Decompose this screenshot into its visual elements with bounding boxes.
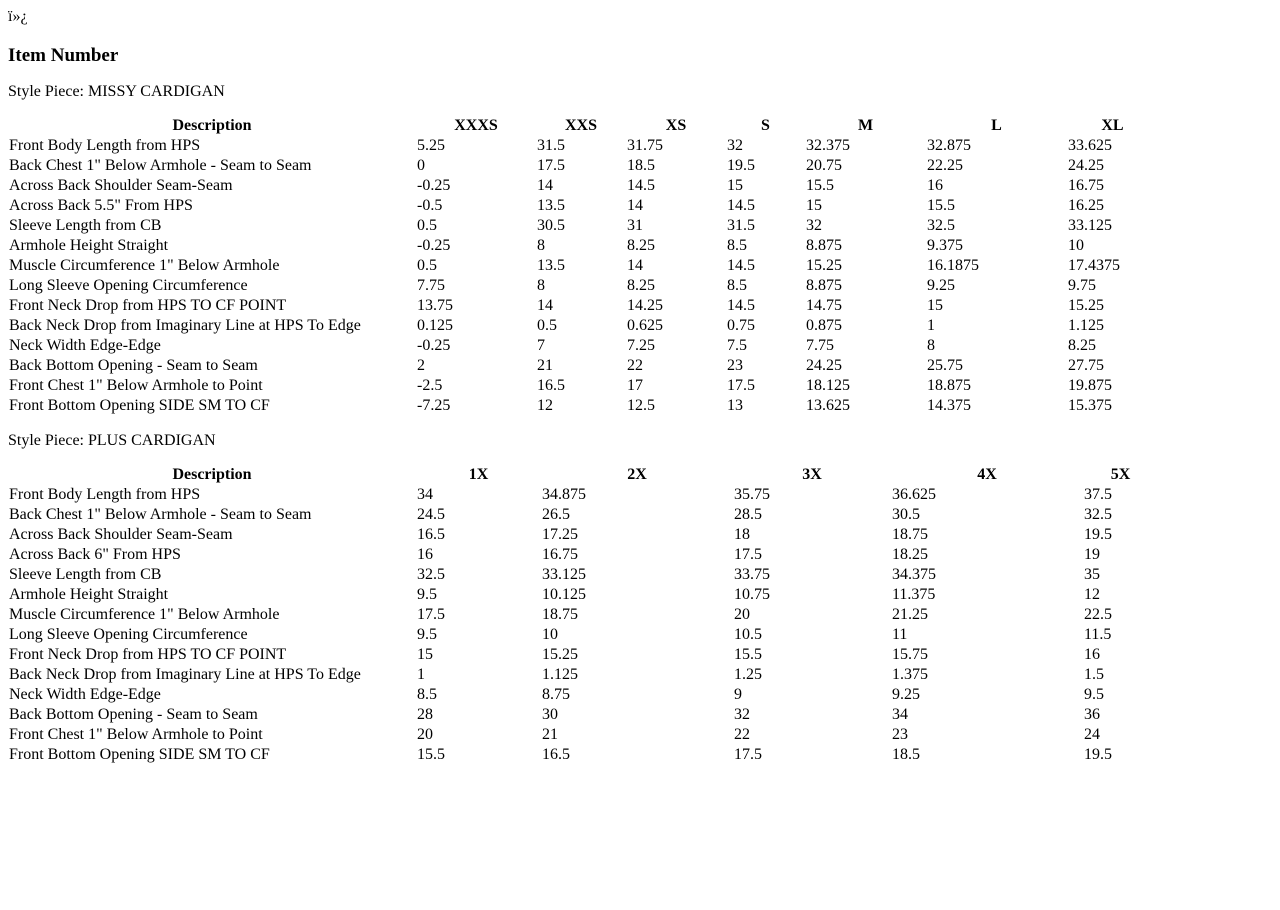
measurement-value: 15.25 [542, 646, 578, 663]
measurement-description: Long Sleeve Opening Circumference [9, 277, 248, 294]
measurement-value: 15.375 [1068, 397, 1112, 414]
measurement-value: 21 [542, 726, 558, 743]
table-row [8, 725, 1158, 745]
table-row [8, 156, 1158, 176]
measurement-value: 14 [627, 257, 643, 274]
measurement-value: 32.875 [927, 137, 971, 154]
measurement-description: Sleeve Length from CB [9, 566, 162, 583]
measurement-value: 22.25 [927, 157, 963, 174]
measurement-value: 16.5 [417, 526, 445, 543]
measurement-value: 14.75 [806, 297, 842, 314]
measurement-value: 18.875 [927, 377, 971, 394]
measurement-description: Muscle Circumference 1" Below Armhole [9, 257, 280, 274]
measurement-value: 8.75 [542, 686, 570, 703]
page-heading: Item Number [8, 45, 119, 66]
column-header-description: Description [172, 117, 252, 134]
measurement-value: 23 [892, 726, 908, 743]
measurement-value: 16 [1084, 646, 1100, 663]
measurement-description: Front Bottom Opening SIDE SM TO CF [9, 397, 270, 414]
measurement-value: 8.25 [627, 237, 655, 254]
measurement-value: 8.25 [1068, 337, 1096, 354]
measurement-value: 14 [537, 297, 553, 314]
measurement-value: 36.625 [892, 486, 936, 503]
table-row [8, 565, 1158, 585]
measurement-value: 8.5 [727, 277, 747, 294]
measurement-value: 31.75 [627, 137, 663, 154]
measurement-value: 22.5 [1084, 606, 1112, 623]
column-header-size: 2X [627, 466, 647, 483]
measurement-value: 13.75 [417, 297, 453, 314]
measurement-description: Armhole Height Straight [9, 237, 169, 254]
measurement-value: 34.375 [892, 566, 936, 583]
measurement-value: 1.375 [892, 666, 928, 683]
measurement-value: 9.375 [927, 237, 963, 254]
measurement-value: 9.75 [1068, 277, 1096, 294]
measurement-value: 16 [927, 177, 943, 194]
measurement-value: 18.25 [892, 546, 928, 563]
measurement-value: 0.125 [417, 317, 453, 334]
table-row [8, 176, 1158, 196]
measurement-description: Across Back Shoulder Seam-Seam [9, 526, 233, 543]
column-header-size: XS [665, 117, 687, 134]
measurement-value: 10.125 [542, 586, 586, 603]
measurement-value: 10 [542, 626, 558, 643]
measurement-value: 14.5 [727, 197, 755, 214]
measurement-description: Back Bottom Opening - Seam to Seam [9, 357, 258, 374]
measurement-value: 36 [1084, 706, 1100, 723]
measurement-value: 15 [806, 197, 822, 214]
column-header-size: XXS [564, 117, 597, 134]
measurement-value: 24 [1084, 726, 1100, 743]
table-row [8, 296, 1158, 316]
measurement-value: 18 [734, 526, 750, 543]
measurement-value: -2.5 [417, 377, 443, 394]
table-row [8, 196, 1158, 216]
measurement-description: Front Chest 1" Below Armhole to Point [9, 377, 263, 394]
measurement-description: Back Chest 1" Below Armhole - Seam to Seam [9, 506, 312, 523]
measurement-value: 13.5 [537, 257, 565, 274]
measurement-value: 23 [727, 357, 743, 374]
table-row [8, 505, 1158, 525]
measurement-value: 19.5 [1084, 746, 1112, 763]
column-header-size: S [761, 117, 770, 134]
measurement-value: 16 [417, 546, 433, 563]
measurement-value: 19.5 [1084, 526, 1112, 543]
measurement-value: 8 [537, 277, 545, 294]
column-header-size: 1X [468, 466, 489, 483]
measurement-value: -0.5 [417, 197, 443, 214]
measurement-value: 11.5 [1084, 626, 1112, 643]
measurement-value: 15 [727, 177, 743, 194]
measurement-description: Front Neck Drop from HPS TO CF POINT [9, 297, 287, 314]
column-header-size: XL [1101, 117, 1124, 134]
measurement-value: 24.25 [806, 357, 842, 374]
plus-size-table [8, 465, 1158, 765]
measurement-value: 18.5 [627, 157, 655, 174]
table-row [8, 316, 1158, 336]
measurement-value: 0.5 [537, 317, 557, 334]
measurement-value: 8 [927, 337, 935, 354]
measurement-value: 1.125 [542, 666, 578, 683]
measurement-value: 32 [727, 137, 743, 154]
measurement-description: Neck Width Edge-Edge [9, 337, 161, 354]
measurement-value: 15.5 [734, 646, 762, 663]
measurement-value: 31.5 [727, 217, 755, 234]
measurement-value: 17.5 [537, 157, 565, 174]
measurement-value: -0.25 [417, 337, 451, 354]
measurement-value: 17.4375 [1068, 257, 1120, 274]
measurement-value: 20 [734, 606, 750, 623]
measurement-value: 22 [627, 357, 643, 374]
measurement-value: 9.5 [417, 586, 437, 603]
measurement-value: 9 [734, 686, 742, 703]
measurement-description: Back Neck Drop from Imaginary Line at HPS To Edge [9, 317, 361, 334]
measurement-value: 19.5 [727, 157, 755, 174]
measurement-value: 7 [537, 337, 545, 354]
measurement-value: 30.5 [537, 217, 565, 234]
table-row [8, 625, 1158, 645]
measurement-value: 31.5 [537, 137, 565, 154]
measurement-value: 0.5 [417, 217, 437, 234]
measurement-value: 5.25 [417, 137, 445, 154]
measurement-value: 15.5 [927, 197, 955, 214]
measurement-value: 15 [927, 297, 943, 314]
measurement-description: Front Bottom Opening SIDE SM TO CF [9, 746, 270, 763]
measurement-value: 2 [417, 357, 425, 374]
measurement-description: Armhole Height Straight [9, 586, 169, 603]
measurement-value: 0.75 [727, 317, 755, 334]
column-header-size: XXXS [454, 117, 498, 134]
table-row [8, 336, 1158, 356]
table-row [8, 256, 1158, 276]
measurement-value: 15.75 [892, 646, 928, 663]
column-header-size: 3X [802, 466, 822, 483]
measurement-value: 30.5 [892, 506, 920, 523]
table-row [8, 585, 1158, 605]
measurement-value: 14 [627, 197, 643, 214]
measurement-value: 11.375 [892, 586, 936, 603]
measurement-value: 17 [627, 377, 643, 394]
column-header-size: L [991, 117, 1002, 134]
plus-section [8, 432, 1272, 765]
measurement-value: 16.75 [1068, 177, 1104, 194]
measurement-value: 8.875 [806, 277, 842, 294]
measurement-value: 10.75 [734, 586, 770, 603]
measurement-value: 10 [1068, 237, 1084, 254]
measurement-description: Front Body Length from HPS [9, 486, 201, 503]
measurement-description: Across Back 5.5" From HPS [9, 197, 193, 214]
measurement-value: 9.5 [1084, 686, 1104, 703]
measurement-value: 31 [627, 217, 643, 234]
style-piece-label: Style Piece: PLUS CARDIGAN [8, 432, 216, 449]
measurement-value: 14.5 [627, 177, 655, 194]
measurement-value: 15.5 [806, 177, 834, 194]
table-row [8, 685, 1158, 705]
measurement-value: 14.5 [727, 257, 755, 274]
measurement-value: 1.125 [1068, 317, 1104, 334]
measurement-value: 25.75 [927, 357, 963, 374]
measurement-value: 7.75 [417, 277, 445, 294]
measurement-value: 21.25 [892, 606, 928, 623]
table-row [8, 745, 1158, 765]
table-row [8, 645, 1158, 665]
measurement-value: 32.5 [927, 217, 955, 234]
measurement-value: 13 [727, 397, 743, 414]
measurement-value: 19.875 [1068, 377, 1112, 394]
table-row [8, 545, 1158, 565]
measurement-description: Back Bottom Opening - Seam to Seam [9, 706, 258, 723]
measurement-value: 0 [417, 157, 425, 174]
measurement-value: 27.75 [1068, 357, 1104, 374]
measurement-value: 20.75 [806, 157, 842, 174]
missy-size-table [8, 116, 1158, 416]
measurement-value: 7.5 [727, 337, 747, 354]
measurement-description: Front Chest 1" Below Armhole to Point [9, 726, 263, 743]
measurement-value: 16.5 [542, 746, 570, 763]
measurement-value: 16.5 [537, 377, 565, 394]
measurement-value: -7.25 [417, 397, 451, 414]
measurement-value: 18.75 [542, 606, 578, 623]
measurement-value: 12 [1084, 586, 1100, 603]
measurement-value: 30 [542, 706, 558, 723]
column-header-size: 4X [977, 466, 997, 483]
measurement-value: 1.5 [1084, 666, 1104, 683]
measurement-value: 7.25 [627, 337, 655, 354]
measurement-value: 15.25 [1068, 297, 1104, 314]
measurement-value: 32.375 [806, 137, 850, 154]
measurement-value: 17.5 [734, 546, 762, 563]
measurement-value: 8 [537, 237, 545, 254]
measurement-value: 33.125 [542, 566, 586, 583]
measurement-value: 33.75 [734, 566, 770, 583]
measurement-value: 28 [417, 706, 433, 723]
measurement-value: 24.25 [1068, 157, 1104, 174]
measurement-value: 1 [417, 666, 425, 683]
measurement-value: 1.25 [734, 666, 762, 683]
measurement-description: Front Neck Drop from HPS TO CF POINT [9, 646, 287, 663]
measurement-value: 12.5 [627, 397, 655, 414]
measurement-description: Sleeve Length from CB [9, 217, 162, 234]
column-header-size: M [857, 117, 874, 134]
measurement-value: 0.875 [806, 317, 842, 334]
measurement-value: 12 [537, 397, 553, 414]
table-row [8, 216, 1158, 236]
measurement-value: 17.5 [727, 377, 755, 394]
measurement-description: Long Sleeve Opening Circumference [9, 626, 248, 643]
measurement-value: 13.625 [806, 397, 850, 414]
measurement-value: 37.5 [1084, 486, 1112, 503]
column-header-description: Description [172, 466, 252, 483]
measurement-value: 16.25 [1068, 197, 1104, 214]
measurement-value: 32 [806, 217, 822, 234]
measurement-value: 32 [734, 706, 750, 723]
measurement-value: 21 [537, 357, 553, 374]
style-piece-label: Style Piece: MISSY CARDIGAN [8, 83, 225, 100]
table-row [8, 485, 1158, 505]
measurement-value: 17.5 [417, 606, 445, 623]
measurement-description: Muscle Circumference 1" Below Armhole [9, 606, 280, 623]
measurement-value: 14 [537, 177, 553, 194]
measurement-value: 19 [1084, 546, 1100, 563]
measurement-description: Across Back Shoulder Seam-Seam [9, 177, 233, 194]
measurement-value: 18.125 [806, 377, 850, 394]
table-header-row [8, 116, 1158, 136]
measurement-value: 15 [417, 646, 433, 663]
measurement-value: 17.5 [734, 746, 762, 763]
measurement-value: 34 [892, 706, 908, 723]
measurement-value: 34 [417, 486, 433, 503]
measurement-value: 35 [1084, 566, 1100, 583]
table-header-row [8, 465, 1158, 485]
table-row [8, 705, 1158, 725]
measurement-value: 22 [734, 726, 750, 743]
table-row [8, 356, 1158, 376]
measurement-value: 18.75 [892, 526, 928, 543]
table-row [8, 665, 1158, 685]
measurement-description: Back Chest 1" Below Armhole - Seam to Seam [9, 157, 312, 174]
table-row [8, 136, 1158, 156]
measurement-value: 7.75 [806, 337, 834, 354]
measurement-value: 9.25 [892, 686, 920, 703]
measurement-value: 15.25 [806, 257, 842, 274]
measurement-value: 14.5 [727, 297, 755, 314]
measurement-value: 0.5 [417, 257, 437, 274]
column-header-size: 5X [1110, 466, 1131, 483]
measurement-description: Back Neck Drop from Imaginary Line at HPS To Edge [9, 666, 361, 683]
measurement-value: 10.5 [734, 626, 762, 643]
measurement-value: 8.875 [806, 237, 842, 254]
table-row [8, 525, 1158, 545]
measurement-value: 16.1875 [927, 257, 979, 274]
measurement-value: 8.25 [627, 277, 655, 294]
measurement-value: 35.75 [734, 486, 770, 503]
measurement-value: 15.5 [417, 746, 445, 763]
measurement-value: 9.5 [417, 626, 437, 643]
measurement-value: -0.25 [417, 177, 451, 194]
measurement-value: 20 [417, 726, 433, 743]
missy-section [8, 83, 1272, 416]
table-row [8, 376, 1158, 396]
measurement-value: 33.125 [1068, 217, 1112, 234]
measurement-value: 8.5 [417, 686, 437, 703]
measurement-value: 16.75 [542, 546, 578, 563]
measurement-description: Neck Width Edge-Edge [9, 686, 161, 703]
measurement-value: -0.25 [417, 237, 451, 254]
measurement-description: Front Body Length from HPS [9, 137, 201, 154]
measurement-value: 28.5 [734, 506, 762, 523]
measurement-value: 0.625 [627, 317, 663, 334]
measurement-value: 13.5 [537, 197, 565, 214]
measurement-value: 32.5 [1084, 506, 1112, 523]
measurement-description: Across Back 6" From HPS [9, 546, 181, 563]
measurement-value: 26.5 [542, 506, 570, 523]
measurement-value: 34.875 [542, 486, 586, 503]
measurement-value: 14.25 [627, 297, 663, 314]
measurement-value: 14.375 [927, 397, 971, 414]
measurement-value: 24.5 [417, 506, 445, 523]
byte-order-mark-text: ï»¿ [8, 8, 28, 25]
measurement-value: 1 [927, 317, 935, 334]
table-row [8, 236, 1158, 256]
measurement-value: 17.25 [542, 526, 578, 543]
measurement-value: 11 [892, 626, 908, 643]
table-row [8, 605, 1158, 625]
measurement-value: 32.5 [417, 566, 445, 583]
table-row [8, 276, 1158, 296]
measurement-value: 9.25 [927, 277, 955, 294]
measurement-value: 8.5 [727, 237, 747, 254]
table-row [8, 396, 1158, 416]
measurement-value: 18.5 [892, 746, 920, 763]
measurement-value: 33.625 [1068, 137, 1112, 154]
